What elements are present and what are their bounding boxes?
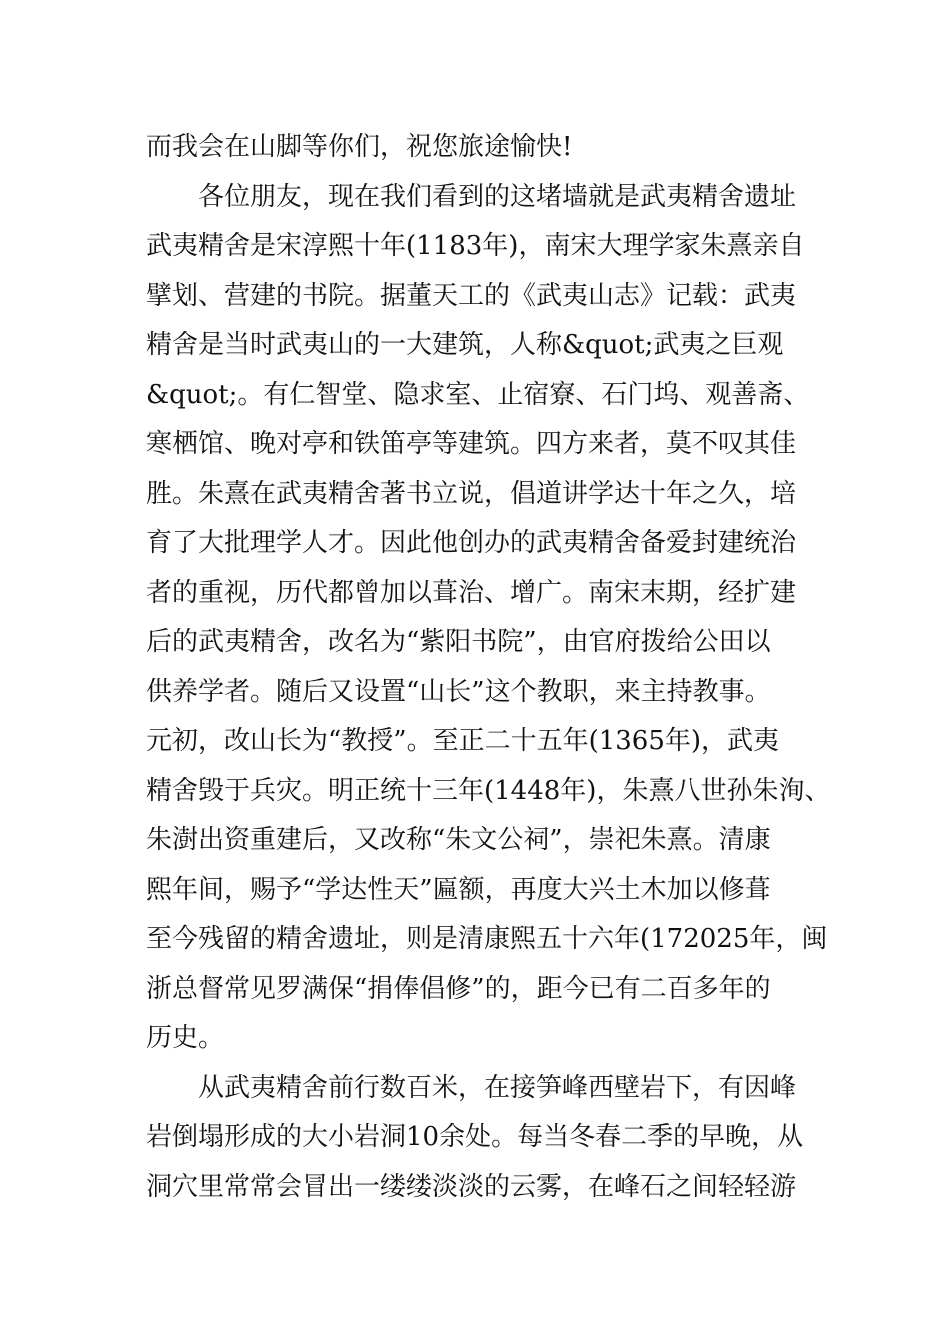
text-line: 供养学者。随后又设置“山长”这个教职，来主持教事。 bbox=[146, 676, 771, 707]
text-line: 胜。朱熹在武夷精舍著书立说，倡道讲学达十年之久，培 bbox=[146, 478, 797, 509]
text-line: 武夷精舍是宋淳熙十年(1183年)，南宋大理学家朱熹亲自 bbox=[146, 231, 805, 261]
text-line: 擘划、营建的书院。据董天工的《武夷山志》记载：武夷 bbox=[146, 280, 797, 311]
text-line: 后的武夷精舍，改名为“紫阳书院”，由官府拨给公田以 bbox=[146, 627, 771, 657]
text-line: 精舍毁于兵灾。明正统十三年(1448年)，朱熹八世孙朱洵、 bbox=[146, 775, 831, 806]
text-line: 者的重视，历代都曾加以葺治、增广。南宋末期，经扩建 bbox=[146, 577, 797, 608]
paragraph-start-line: 从武夷精舍前行数百米，在接笋峰西壁岩下，有因峰 bbox=[198, 1072, 797, 1103]
text-line: 洞穴里常常会冒出一缕缕淡淡的云雾，在峰石之间轻轻游 bbox=[146, 1171, 797, 1202]
text-line: 岩倒塌形成的大小岩洞10余处。每当冬春二季的早晚，从 bbox=[146, 1122, 804, 1152]
document-body bbox=[146, 123, 831, 1212]
text-line: 熙年间，赐予“学达性天”匾额，再度大兴土木加以修葺 bbox=[146, 874, 771, 905]
text-line: 历史。 bbox=[146, 1023, 225, 1053]
text-line: 元初，改山长为“教授”。至正二十五年(1365年)，武夷 bbox=[146, 726, 780, 756]
text-line: 而我会在山脚等你们，祝您旅途愉快! bbox=[146, 132, 573, 162]
text-line: 至今残留的精舍遗址，则是清康熙五十六年(172025年，闽 bbox=[146, 924, 828, 954]
text-line: 寒栖馆、晚对亭和铁笛亭等建筑。四方来者，莫不叹其佳 bbox=[146, 429, 797, 459]
paragraph-start-line: 各位朋友，现在我们看到的这堵墙就是武夷精舍遗址 bbox=[198, 181, 797, 212]
text-line: 朱澍出资重建后，又改称“朱文公祠”，崇祀朱熹。清康 bbox=[146, 825, 771, 855]
text-line: 精舍是当时武夷山的一大建筑，人称&quot;武夷之巨观 bbox=[146, 330, 784, 360]
text-line: 育了大批理学人才。因此他创办的武夷精舍备爱封建统治 bbox=[146, 528, 797, 558]
text-line: 浙总督常见罗满保“捐俸倡修”的，距今已有二百多年的 bbox=[146, 973, 771, 1004]
text-line: &quot;。有仁智堂、隐求室、止宿寮、石门坞、观善斋、 bbox=[146, 379, 810, 410]
